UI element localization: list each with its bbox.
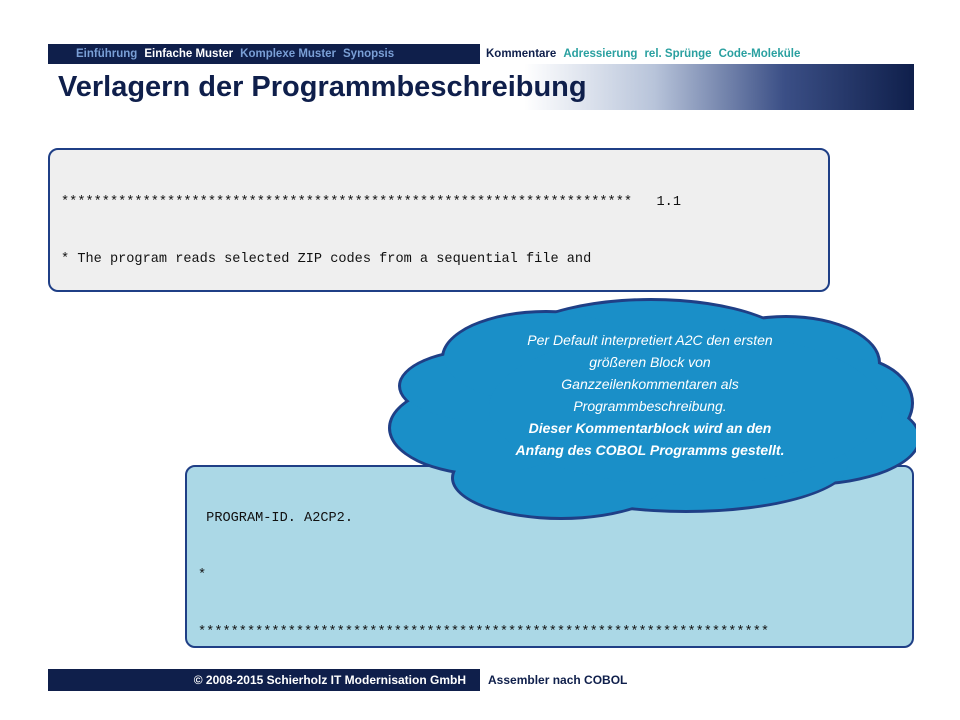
callout-line: Programmbeschreibung. — [573, 398, 727, 414]
cobol-code-line: * — [198, 568, 207, 583]
callout-line: größeren Block von — [589, 354, 711, 370]
callout-line: Ganzzeilenkommentaren als — [561, 376, 739, 392]
assembler-source-code-box — [48, 148, 830, 292]
footer-copyright: © 2008-2015 Schierholz IT Modernisation GmbH — [48, 669, 480, 691]
callout-emphasis-line: Dieser Kommentarblock wird an den — [528, 420, 772, 436]
callout-emphasis-line: Anfang des COBOL Programms gestellt. — [515, 442, 785, 458]
nav-item-einfache-muster[interactable]: Einfache Muster — [144, 48, 234, 60]
footer-subject: Assembler nach COBOL — [488, 673, 628, 687]
callout-text — [466, 329, 834, 461]
cobol-code-line: ********************************************************************** — [198, 625, 770, 640]
nav-item-einfuehrung[interactable]: Einführung — [76, 48, 138, 60]
nav-item-synopsis[interactable]: Synopsis — [343, 48, 395, 60]
nav-item-rel-spruenge[interactable]: rel. Sprünge — [644, 48, 712, 60]
source-code-line: ********************************************************************** 1.1 — [61, 195, 681, 210]
page-title: Verlagern der Programmbeschreibung — [58, 71, 587, 103]
source-code-line: * The program reads selected ZIP codes from a sequential file and — [61, 252, 592, 267]
nav-item-komplexe-muster[interactable]: Komplexe Muster — [240, 48, 337, 60]
nav-item-kommentare[interactable]: Kommentare — [486, 48, 557, 60]
top-navigation — [48, 44, 914, 64]
footer — [48, 669, 914, 691]
section-nav — [48, 44, 480, 64]
callout-cloud — [386, 288, 916, 538]
cobol-code-line: PROGRAM-ID. A2CP2. — [198, 511, 353, 526]
nav-item-code-molekuele[interactable]: Code-Moleküle — [718, 48, 801, 60]
callout-line: Per Default interpretiert A2C den ersten — [527, 332, 773, 348]
nav-item-adressierung[interactable]: Adressierung — [563, 48, 638, 60]
topic-nav — [480, 44, 914, 64]
